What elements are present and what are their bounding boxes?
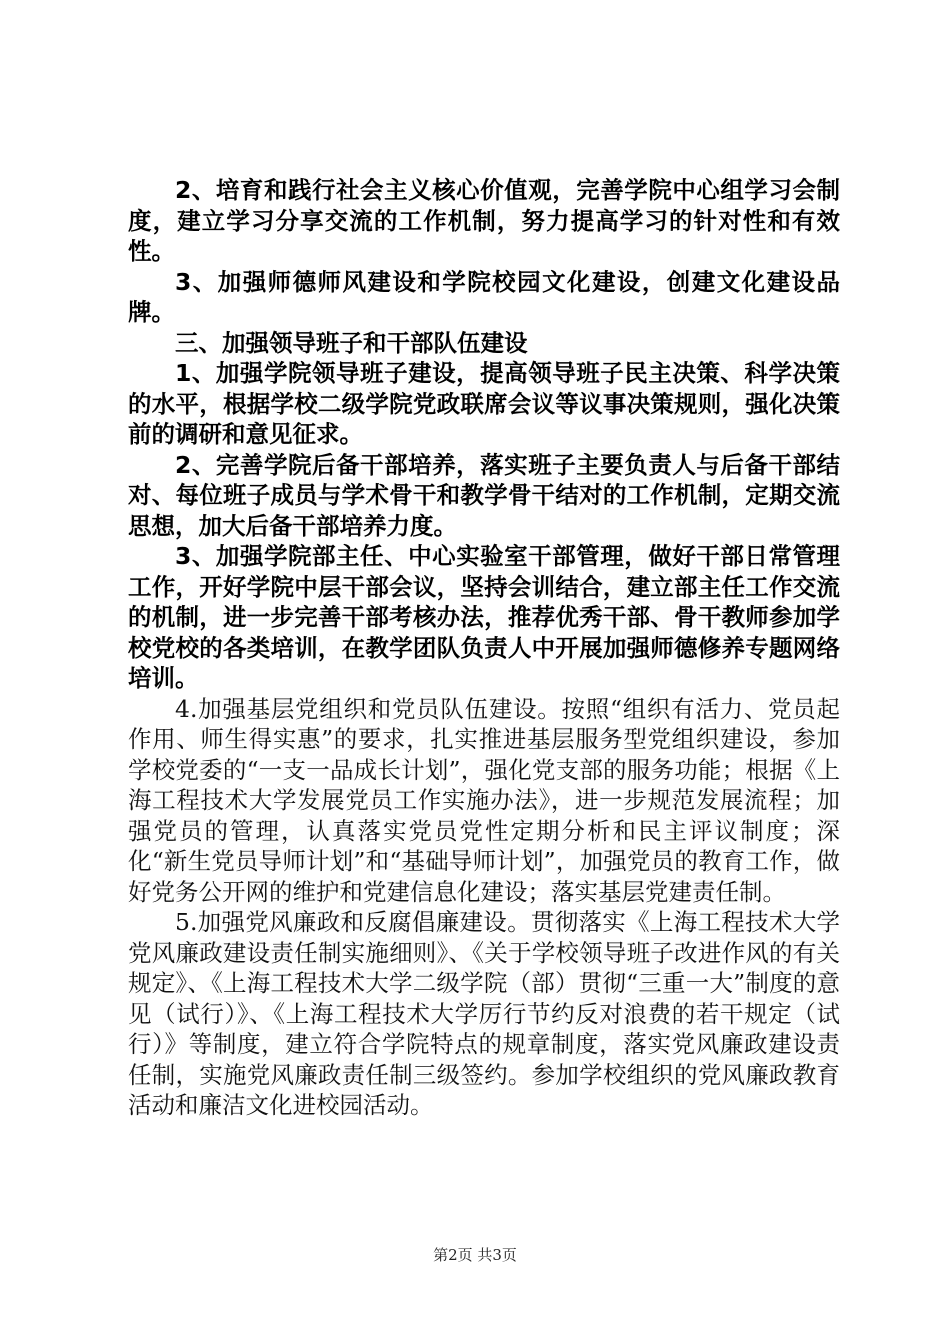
- paragraph-leadership-3: 3、加强学院部主任、中心实验室干部管理，做好干部日常管理工作，开好学院中层干部会议，坚持会训结合，建立部主任工作交流的机制，进一步完善干部考核办法，推荐优秀干部、骨干教师参加学校党校的各类培训，在教学团队负责人中开展加强师德修养专题网络培训。: [128, 542, 840, 692]
- paragraph-party-organization: 4.加强基层党组织和党员队伍建设。按照“组织有活力、党员起作用、师生得实惠”的要求，扎实推进基层服务型党组织建设，参加学校党委的“一支一品成长计划”，强化党支部的服务功能；根据《上海工程技术大学发展党员工作实施办法》，进一步规范发展流程；加强党员的管理，认真落实党员党性定期分析和民主评议制度；深化“新生党员导师计划”和“基础导师计划”，加强党员的教育工作，做好党务公开网的维护和党建信息化建设；落实基层党建责任制。: [128, 694, 840, 906]
- paragraph-anti-corruption: 5.加强党风廉政和反腐倡廉建设。贯彻落实《上海工程技术大学党风廉政建设责任制实施细则》、《关于学校领导班子改进作风的有关规定》、《上海工程技术大学二级学院（部）贯彻“三重一大”制度的意见（试行）》、《上海工程技术大学厉行节约反对浪费的若干规定（试行）》等制度，建立符合学院特点的规章制度，落实党风廉政建设责任制，实施党风廉政责任制三级签约。参加学校组织的党风廉政教育活动和廉洁文化进校园活动。: [128, 908, 840, 1119]
- document-body: [128, 175, 840, 1121]
- paragraph-item-2-values: 2、培育和践行社会主义核心价值观，完善学院中心组学习会制度，建立学习分享交流的工作机制，努力提高学习的针对性和有效性。: [128, 176, 840, 265]
- page-number-footer: 第2页 共3页: [433, 1246, 517, 1264]
- paragraph-item-3-culture: 3、加强师德师风建设和学院校园文化建设，创建文化建设品牌。: [128, 267, 840, 326]
- paragraph-leadership-2: 2、完善学院后备干部培养，落实班子主要负责人与后备干部结对、每位班子成员与学术骨干和教学骨干结对的工作机制，定期交流思想，加大后备干部培养力度。: [128, 450, 840, 540]
- section-heading-leadership: 三、加强领导班子和干部队伍建设: [175, 328, 528, 357]
- paragraph-leadership-1: 1、加强学院领导班子建设，提高领导班子民主决策、科学决策的水平，根据学校二级学院党政联席会议等议事决策规则，强化决策前的调研和意见征求。: [128, 359, 840, 448]
